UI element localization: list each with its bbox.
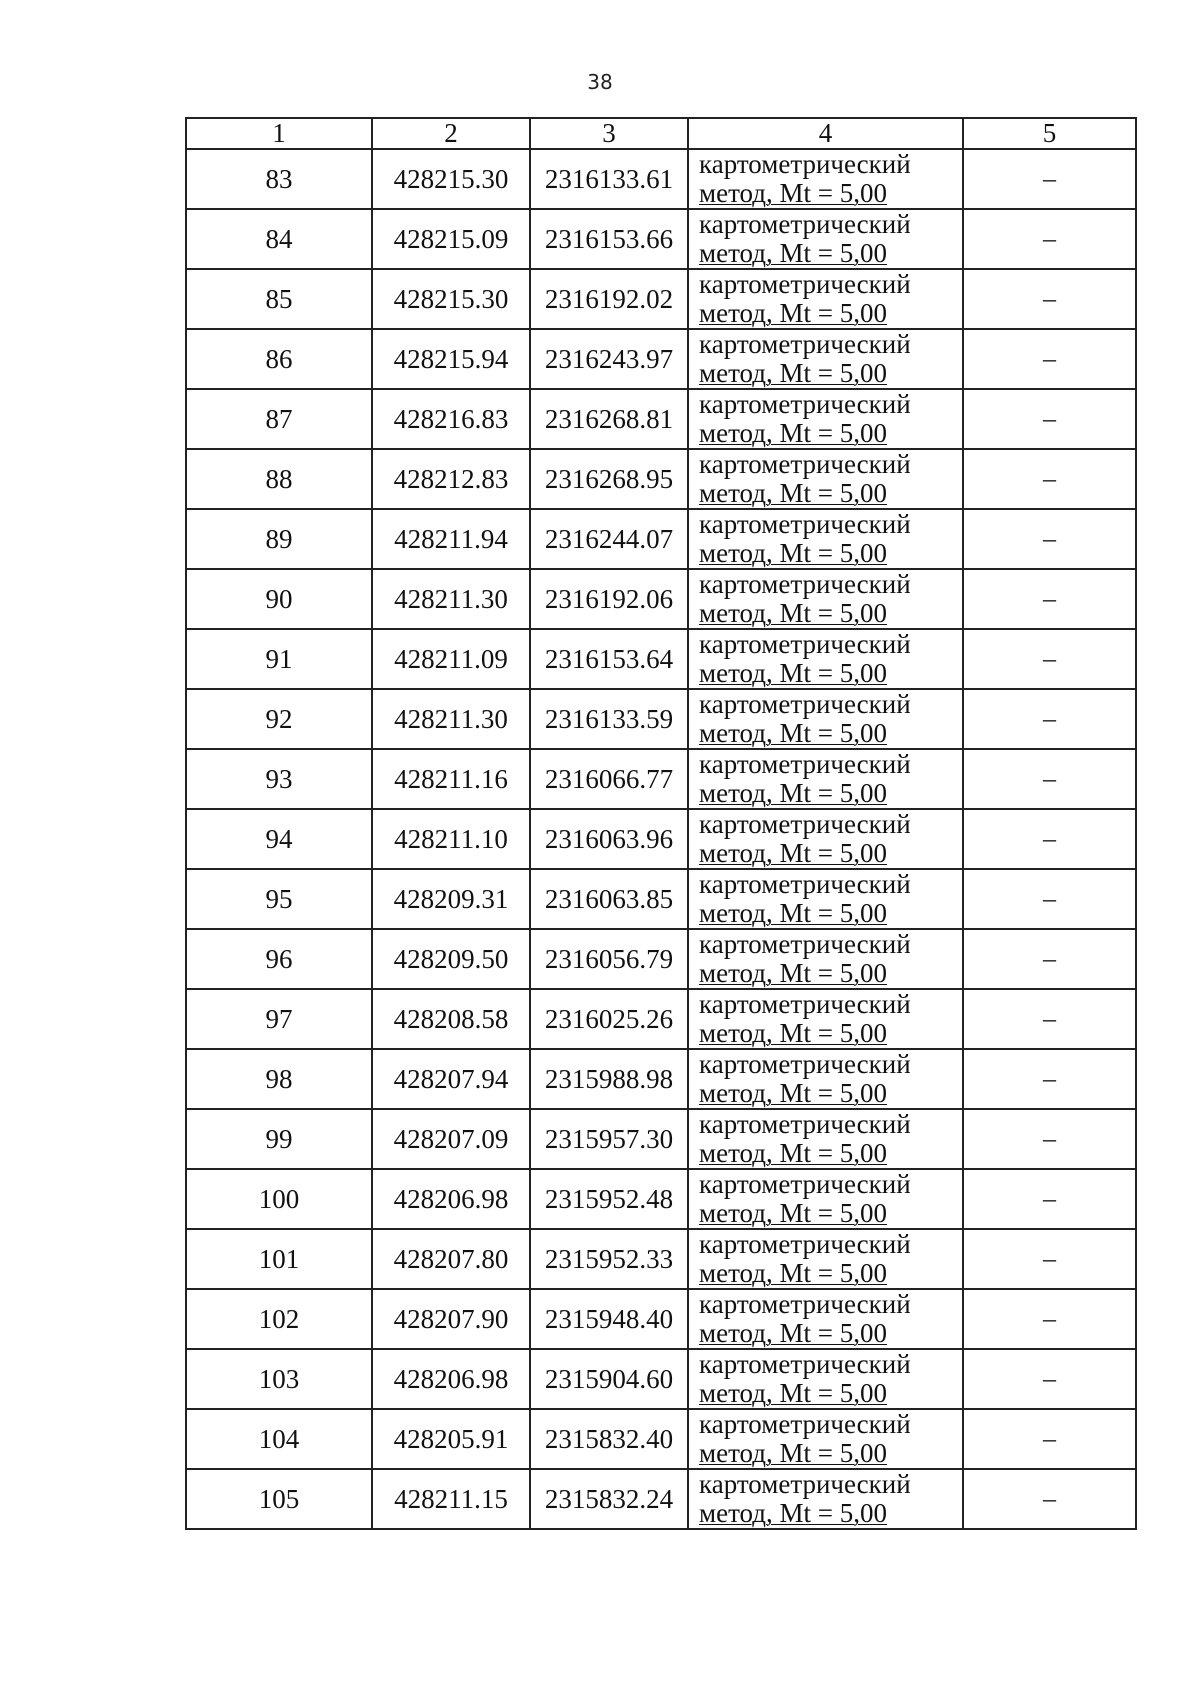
point-number-cell: 100 [186, 1169, 372, 1229]
point-number-cell: 89 [186, 509, 372, 569]
point-number-cell: 102 [186, 1289, 372, 1349]
y-coordinate-cell: 2315952.48 [530, 1169, 688, 1229]
y-coordinate-cell: 2316153.64 [530, 629, 688, 689]
table-row [186, 389, 1136, 449]
table-row [186, 1049, 1136, 1109]
table-row [186, 1169, 1136, 1229]
method-cell [688, 869, 963, 929]
y-coordinate-cell: 2316133.59 [530, 689, 688, 749]
method-accuracy-line: метод, Mt = 5,00 [699, 1378, 887, 1408]
method-accuracy-line: метод, Mt = 5,00 [699, 1078, 887, 1108]
method-accuracy-line: метод, Mt = 5,00 [699, 778, 887, 808]
method-name-line: картометрический [699, 749, 911, 779]
point-number-cell: 98 [186, 1049, 372, 1109]
method-cell [688, 569, 963, 629]
note-cell: – [963, 1169, 1136, 1229]
note-cell: – [963, 1289, 1136, 1349]
method-cell [688, 1229, 963, 1289]
x-coordinate-cell: 428212.83 [372, 449, 530, 509]
y-coordinate-cell: 2315948.40 [530, 1289, 688, 1349]
method-cell [688, 329, 963, 389]
x-coordinate-cell: 428211.10 [372, 809, 530, 869]
coordinates-table [185, 117, 1137, 1530]
method-name-line: картометрический [699, 149, 911, 179]
x-coordinate-cell: 428211.30 [372, 689, 530, 749]
x-coordinate-cell: 428207.80 [372, 1229, 530, 1289]
table-row [186, 689, 1136, 749]
table-row [186, 1289, 1136, 1349]
method-accuracy-line: метод, Mt = 5,00 [699, 1498, 887, 1528]
note-cell: – [963, 269, 1136, 329]
method-cell [688, 269, 963, 329]
x-coordinate-cell: 428211.30 [372, 569, 530, 629]
method-accuracy-line: метод, Mt = 5,00 [699, 358, 887, 388]
x-coordinate-cell: 428206.98 [372, 1349, 530, 1409]
method-name-line: картометрический [699, 689, 911, 719]
method-cell [688, 929, 963, 989]
note-cell: – [963, 1349, 1136, 1409]
x-coordinate-cell: 428211.09 [372, 629, 530, 689]
note-cell: – [963, 1409, 1136, 1469]
y-coordinate-cell: 2315952.33 [530, 1229, 688, 1289]
method-name-line: картометрический [699, 209, 911, 239]
column-header-2: 2 [372, 118, 530, 149]
table-row [186, 1469, 1136, 1529]
y-coordinate-cell: 2316268.81 [530, 389, 688, 449]
column-header-1: 1 [186, 118, 372, 149]
table-header [186, 118, 1136, 149]
method-name-line: картометрический [699, 1349, 911, 1379]
point-number-cell: 95 [186, 869, 372, 929]
method-accuracy-line: метод, Mt = 5,00 [699, 1138, 887, 1168]
y-coordinate-cell: 2315957.30 [530, 1109, 688, 1169]
method-cell [688, 209, 963, 269]
x-coordinate-cell: 428215.94 [372, 329, 530, 389]
method-name-line: картометрический [699, 449, 911, 479]
table-body [186, 149, 1136, 1529]
table-row [186, 509, 1136, 569]
note-cell: – [963, 989, 1136, 1049]
method-accuracy-line: метод, Mt = 5,00 [699, 598, 887, 628]
y-coordinate-cell: 2316063.85 [530, 869, 688, 929]
point-number-cell: 87 [186, 389, 372, 449]
column-header-4: 4 [688, 118, 963, 149]
point-number-cell: 84 [186, 209, 372, 269]
note-cell: – [963, 809, 1136, 869]
method-name-line: картометрический [699, 329, 911, 359]
method-name-line: картометрический [699, 809, 911, 839]
y-coordinate-cell: 2316056.79 [530, 929, 688, 989]
table-row [186, 209, 1136, 269]
y-coordinate-cell: 2316066.77 [530, 749, 688, 809]
point-number-cell: 91 [186, 629, 372, 689]
note-cell: – [963, 209, 1136, 269]
method-cell [688, 509, 963, 569]
method-name-line: картометрический [699, 1169, 911, 1199]
method-cell [688, 1049, 963, 1109]
method-name-line: картометрический [699, 629, 911, 659]
method-cell [688, 1409, 963, 1469]
method-cell [688, 689, 963, 749]
note-cell: – [963, 929, 1136, 989]
table-row [186, 989, 1136, 1049]
point-number-cell: 85 [186, 269, 372, 329]
table-row [186, 929, 1136, 989]
method-accuracy-line: метод, Mt = 5,00 [699, 718, 887, 748]
point-number-cell: 101 [186, 1229, 372, 1289]
method-name-line: картометрический [699, 1229, 911, 1259]
table-row [186, 569, 1136, 629]
x-coordinate-cell: 428216.83 [372, 389, 530, 449]
method-cell [688, 1469, 963, 1529]
table-row [186, 149, 1136, 209]
note-cell: – [963, 749, 1136, 809]
method-accuracy-line: метод, Mt = 5,00 [699, 1018, 887, 1048]
method-cell [688, 1109, 963, 1169]
x-coordinate-cell: 428215.09 [372, 209, 530, 269]
note-cell: – [963, 1229, 1136, 1289]
note-cell: – [963, 1469, 1136, 1529]
y-coordinate-cell: 2315904.60 [530, 1349, 688, 1409]
note-cell: – [963, 509, 1136, 569]
table-row [186, 1409, 1136, 1469]
y-coordinate-cell: 2316025.26 [530, 989, 688, 1049]
note-cell: – [963, 869, 1136, 929]
note-cell: – [963, 449, 1136, 509]
method-accuracy-line: метод, Mt = 5,00 [699, 838, 887, 868]
header-row [186, 118, 1136, 149]
y-coordinate-cell: 2315832.40 [530, 1409, 688, 1469]
note-cell: – [963, 389, 1136, 449]
point-number-cell: 96 [186, 929, 372, 989]
table-row [186, 809, 1136, 869]
method-name-line: картометрический [699, 929, 911, 959]
method-accuracy-line: метод, Mt = 5,00 [699, 418, 887, 448]
point-number-cell: 105 [186, 1469, 372, 1529]
y-coordinate-cell: 2316244.07 [530, 509, 688, 569]
method-name-line: картометрический [699, 1049, 911, 1079]
method-name-line: картометрический [699, 389, 911, 419]
method-cell [688, 989, 963, 1049]
note-cell: – [963, 1049, 1136, 1109]
y-coordinate-cell: 2316192.06 [530, 569, 688, 629]
x-coordinate-cell: 428207.09 [372, 1109, 530, 1169]
method-accuracy-line: метод, Mt = 5,00 [699, 538, 887, 568]
method-cell [688, 809, 963, 869]
x-coordinate-cell: 428205.91 [372, 1409, 530, 1469]
x-coordinate-cell: 428215.30 [372, 269, 530, 329]
point-number-cell: 83 [186, 149, 372, 209]
table-row [186, 329, 1136, 389]
note-cell: – [963, 629, 1136, 689]
method-accuracy-line: метод, Mt = 5,00 [699, 958, 887, 988]
y-coordinate-cell: 2316192.02 [530, 269, 688, 329]
point-number-cell: 94 [186, 809, 372, 869]
method-cell [688, 149, 963, 209]
note-cell: – [963, 569, 1136, 629]
x-coordinate-cell: 428208.58 [372, 989, 530, 1049]
method-cell [688, 389, 963, 449]
point-number-cell: 92 [186, 689, 372, 749]
method-name-line: картометрический [699, 1109, 911, 1139]
method-accuracy-line: метод, Mt = 5,00 [699, 1318, 887, 1348]
method-name-line: картометрический [699, 269, 911, 299]
point-number-cell: 103 [186, 1349, 372, 1409]
note-cell: – [963, 329, 1136, 389]
x-coordinate-cell: 428211.94 [372, 509, 530, 569]
method-accuracy-line: метод, Mt = 5,00 [699, 1258, 887, 1288]
method-cell [688, 1169, 963, 1229]
y-coordinate-cell: 2316063.96 [530, 809, 688, 869]
table-row [186, 1349, 1136, 1409]
x-coordinate-cell: 428211.15 [372, 1469, 530, 1529]
x-coordinate-cell: 428207.90 [372, 1289, 530, 1349]
method-accuracy-line: метод, Mt = 5,00 [699, 658, 887, 688]
point-number-cell: 99 [186, 1109, 372, 1169]
point-number-cell: 90 [186, 569, 372, 629]
method-accuracy-line: метод, Mt = 5,00 [699, 298, 887, 328]
x-coordinate-cell: 428211.16 [372, 749, 530, 809]
table-row [186, 749, 1136, 809]
method-name-line: картометрический [699, 1409, 911, 1439]
x-coordinate-cell: 428207.94 [372, 1049, 530, 1109]
table-row [186, 269, 1136, 329]
point-number-cell: 88 [186, 449, 372, 509]
x-coordinate-cell: 428206.98 [372, 1169, 530, 1229]
table-row [186, 449, 1136, 509]
y-coordinate-cell: 2315832.24 [530, 1469, 688, 1529]
x-coordinate-cell: 428209.50 [372, 929, 530, 989]
y-coordinate-cell: 2316268.95 [530, 449, 688, 509]
table-row [186, 1229, 1136, 1289]
method-cell [688, 1349, 963, 1409]
method-cell [688, 629, 963, 689]
page-number: 38 [587, 70, 613, 94]
method-cell [688, 1289, 963, 1349]
y-coordinate-cell: 2315988.98 [530, 1049, 688, 1109]
x-coordinate-cell: 428209.31 [372, 869, 530, 929]
point-number-cell: 97 [186, 989, 372, 1049]
method-accuracy-line: метод, Mt = 5,00 [699, 898, 887, 928]
method-accuracy-line: метод, Mt = 5,00 [699, 1438, 887, 1468]
method-name-line: картометрический [699, 1469, 911, 1499]
table-row [186, 629, 1136, 689]
note-cell: – [963, 689, 1136, 749]
note-cell: – [963, 149, 1136, 209]
y-coordinate-cell: 2316243.97 [530, 329, 688, 389]
table-row [186, 869, 1136, 929]
point-number-cell: 93 [186, 749, 372, 809]
point-number-cell: 104 [186, 1409, 372, 1469]
method-name-line: картометрический [699, 569, 911, 599]
y-coordinate-cell: 2316133.61 [530, 149, 688, 209]
column-header-3: 3 [530, 118, 688, 149]
method-accuracy-line: метод, Mt = 5,00 [699, 238, 887, 268]
table-row [186, 1109, 1136, 1169]
method-cell [688, 449, 963, 509]
column-header-5: 5 [963, 118, 1136, 149]
note-cell: – [963, 1109, 1136, 1169]
method-cell [688, 749, 963, 809]
method-accuracy-line: метод, Mt = 5,00 [699, 478, 887, 508]
method-accuracy-line: метод, Mt = 5,00 [699, 178, 887, 208]
point-number-cell: 86 [186, 329, 372, 389]
x-coordinate-cell: 428215.30 [372, 149, 530, 209]
method-name-line: картометрический [699, 509, 911, 539]
y-coordinate-cell: 2316153.66 [530, 209, 688, 269]
method-name-line: картометрический [699, 989, 911, 1019]
method-accuracy-line: метод, Mt = 5,00 [699, 1198, 887, 1228]
method-name-line: картометрический [699, 869, 911, 899]
method-name-line: картометрический [699, 1289, 911, 1319]
